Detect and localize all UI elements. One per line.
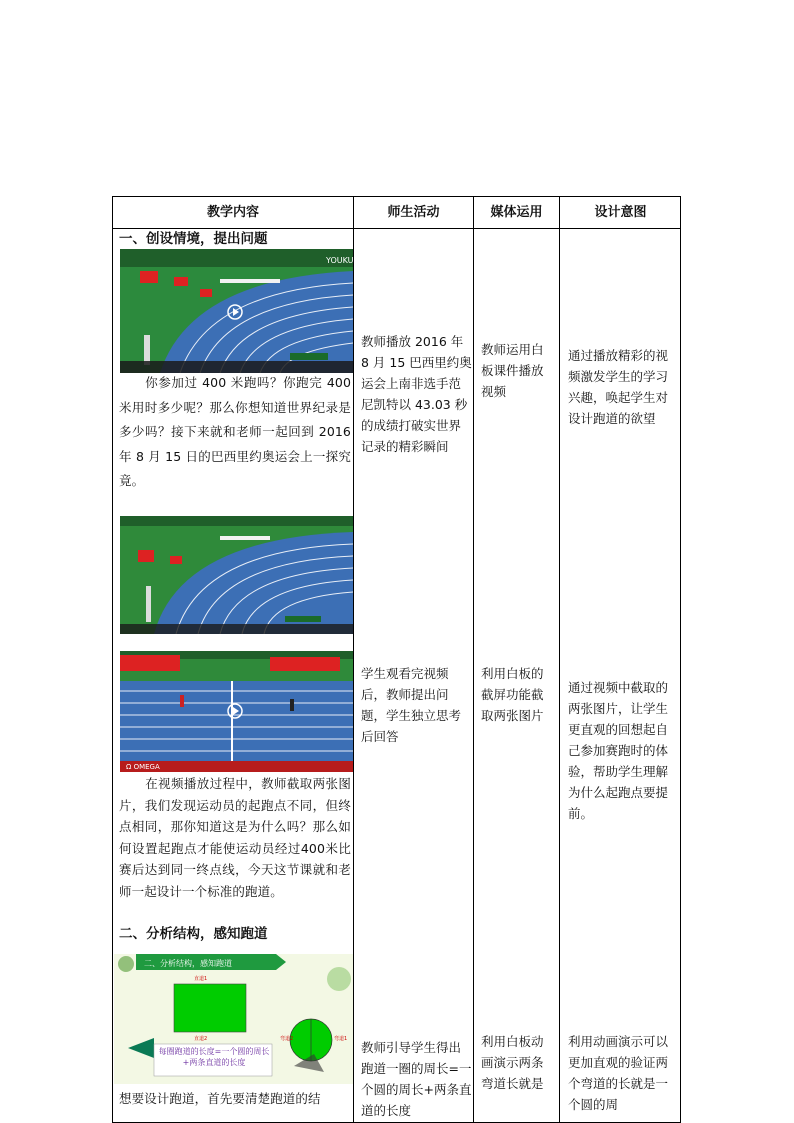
- video-screenshot-1: [120, 249, 353, 373]
- column-divider: [473, 197, 474, 1122]
- header-intent: 设计意图: [594, 205, 647, 220]
- slide-title: 二、分析结构，感知跑道: [144, 959, 232, 968]
- intro-paragraph: 你参加过 400 米跑吗？你跑完 400 米用时多少呢？那么你想知道世界纪录是多少吗？接下来就和老师一起回到 2016 年 8 月 15 日的巴西里约奥运会上一探究竟。: [119, 375, 351, 488]
- slide-label-top: 直道1: [194, 976, 208, 982]
- header-content: 教学内容: [206, 205, 259, 220]
- column-divider: [559, 197, 560, 1122]
- intent-3: 利用动画演示可以更加直观的验证两个弯道的长就是一个圆的周: [568, 1034, 669, 1112]
- slide-label-right: 弯道1: [334, 1036, 348, 1042]
- slide-label-bottom: 直道2: [194, 1036, 208, 1042]
- intent-1: 通过播放精彩的视频激发学生的学习兴趣，唤起学生对设计跑道的欲望: [568, 348, 669, 426]
- media-3: 利用白板动画演示两条弯道长就是: [481, 1034, 544, 1091]
- lesson-table: [112, 196, 681, 1123]
- section2-paragraph: 想要设计跑道，首先要清楚跑道的结: [119, 1091, 321, 1106]
- slide-label-left: 弯道2: [280, 1036, 294, 1042]
- omega-label: Ω OMEGA: [126, 763, 160, 771]
- intent-2: 通过视频中截取的两张图片，让学生更直观的回想起自己参加赛跑时的体验，帮助学生理解为什么起跑点要提前。: [568, 680, 669, 821]
- media-2: 利用白板的截屏功能截取两张图片: [481, 666, 544, 723]
- video-screenshot-2: [120, 516, 353, 634]
- video-screenshot-3: [120, 651, 353, 772]
- screenshot-paragraph: 在视频播放过程中，教师截取两张图片，我们发现运动员的起跑点不同，但终点相同，那你知道这是为什么吗？那么如何设置起跑点才能使运动员经过400米比赛后达到同一终点线，今天这节课就和老师一起设计一个标准的跑道。: [119, 776, 351, 899]
- activity-2: 学生观看完视频后，教师提出问题，学生独立思考后回答: [361, 666, 462, 744]
- header-activity: 师生活动: [387, 205, 440, 220]
- section-title-1: 一、创设情境，提出问题: [119, 231, 268, 247]
- slide-screenshot: [114, 954, 353, 1084]
- header-media: 媒体运用: [490, 205, 543, 220]
- slide-formula: 每圈跑道的长度=一个圆的周长+两条直道的长度: [158, 1047, 270, 1067]
- section-title-2: 二、分析结构，感知跑道: [119, 926, 268, 942]
- column-divider: [353, 197, 354, 1122]
- media-1: 教师运用白板课件播放视频: [481, 342, 544, 399]
- activity-1: 教师播放 2016 年 8 月 15 巴西里约奥运会上南非选手范尼凯特以 43.03 秒的成绩打破实世界记录的精彩瞬间: [361, 334, 472, 454]
- youku-logo: YOUKU: [326, 256, 353, 265]
- activity-3: 教师引导学生得出跑道一圈的周长=一个圆的周长+两条直道的长度: [361, 1040, 472, 1118]
